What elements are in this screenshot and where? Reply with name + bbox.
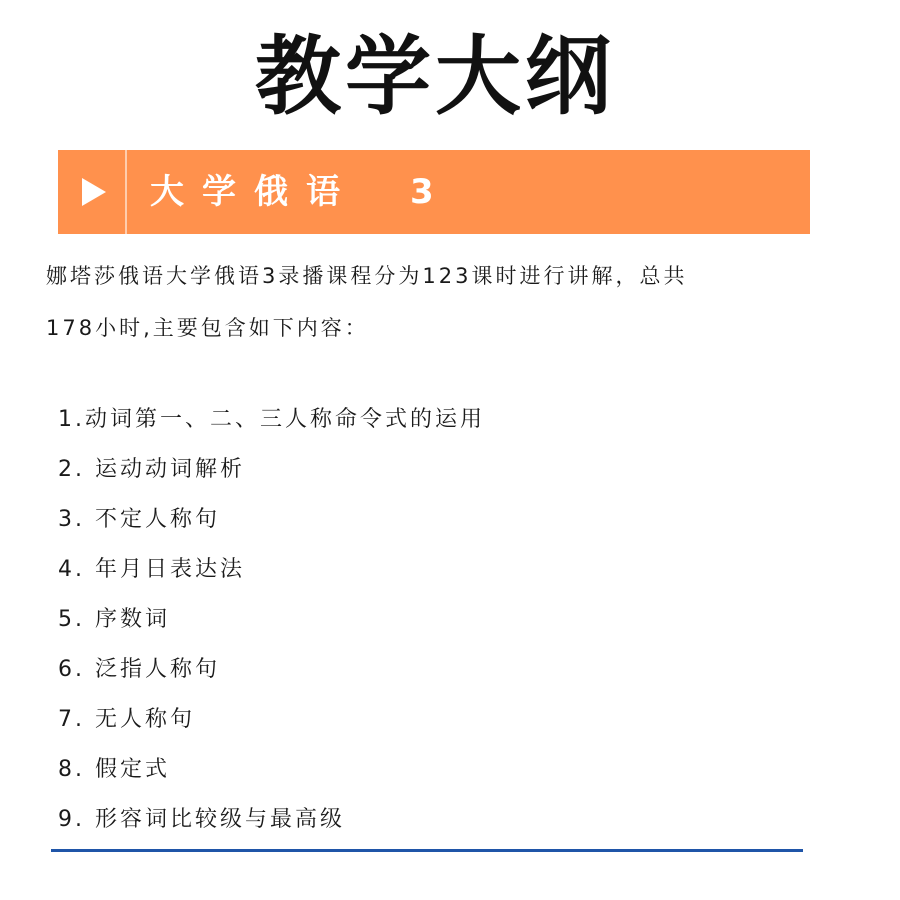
- section-banner: [58, 150, 810, 234]
- topic-item: 1.动词第一、二、三人称命令式的运用: [58, 407, 485, 432]
- topic-item: 9. 形容词比较级与最高级: [58, 807, 345, 832]
- play-triangle-icon: [82, 178, 106, 206]
- bottom-divider: [51, 849, 803, 852]
- topic-item: 7. 无人称句: [58, 707, 195, 732]
- banner-divider: [125, 150, 127, 234]
- intro-line: 178小时,主要包含如下内容：: [46, 316, 369, 340]
- topic-item: 8. 假定式: [58, 757, 170, 782]
- topic-item: 3. 不定人称句: [58, 507, 220, 532]
- topic-item: 4. 年月日表达法: [58, 557, 245, 582]
- topic-item: 6. 泛指人称句: [58, 657, 220, 682]
- intro-line: 娜塔莎俄语大学俄语3录播课程分为123课时进行讲解，总共: [46, 264, 688, 288]
- intro-paragraph: [46, 250, 816, 354]
- topic-item: 5. 序数词: [58, 607, 170, 632]
- topic-list: [58, 395, 485, 845]
- page-title: 教学大纲: [255, 27, 615, 127]
- section-title: 大学俄语 3: [150, 172, 452, 212]
- topic-item: 2. 运动动词解析: [58, 457, 245, 482]
